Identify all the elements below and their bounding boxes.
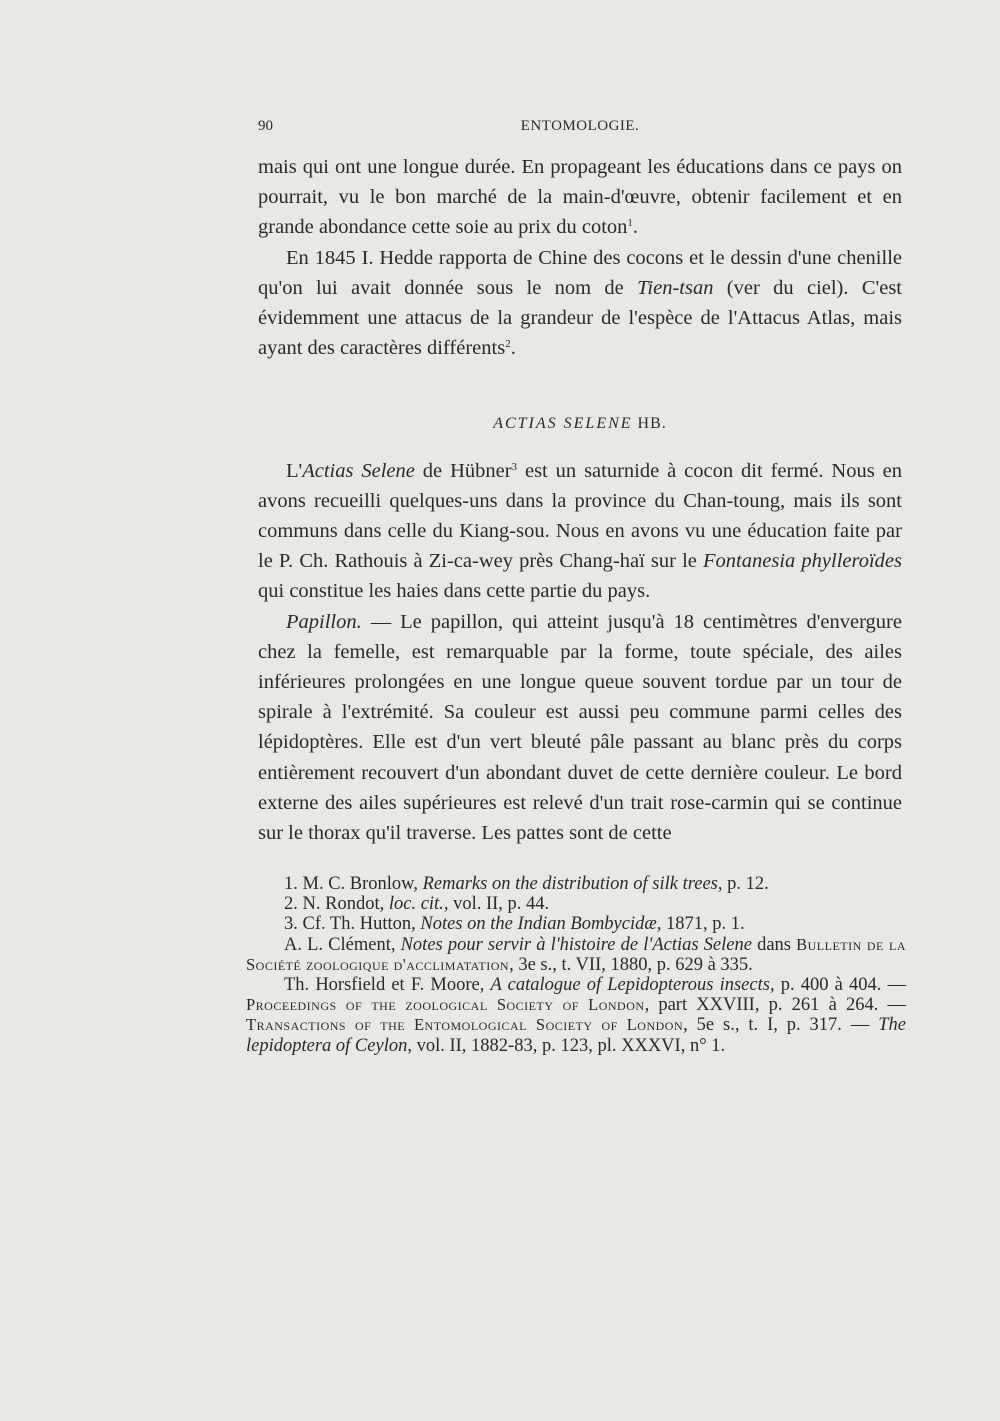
page-header (258, 118, 902, 142)
footnote-3-cont-horsfield: Th. Horsfield et F. Moore, A catalogue of Lepidopterous insects, p. 400 à 404. — Proceedings of the zoological Society of London, part XXVIII, p. 261 à 264. — Transactions of the Entomological Society of London, 5e s., t. I, p. 317. — The lepidoptera of Ceylon, vol. II, 1882-83, p. 123, pl. XXXVI, n° 1. (246, 975, 906, 1056)
species-name: ACTIAS SELENE (493, 415, 633, 433)
main-text (258, 152, 902, 848)
section-heading (258, 409, 902, 439)
footnote-ref: 2 (505, 338, 511, 351)
page-number: 90 (258, 118, 273, 134)
footnote-1: 1. M. C. Bronlow, Remarks on the distribution of silk trees, p. 12. (284, 874, 769, 894)
paragraph-continuation: mais qui ont une longue durée. En propageant les éducations dans ce pays on pourrait, vu le bon marché de la main-d'œuvre, obtenir facilement et en grande abondance cette soie au prix du coton$^1$. (258, 156, 902, 239)
paragraph-papillon: Papillon. — Le papillon, qui atteint jusqu'à 18 centimètres d'envergure chez la femelle, est remarquable par la forme, toute spéciale, des ailes inférieures prolongées en une longue queue souvent tordue par un tour de spirale à l'extrémité. Sa couleur est aussi peu commune parmi celles des lépidoptères. Elle est d'un vert bleuté pâle passant au blanc près du corps entièrement recouvert d'un abondant duvet de cette dernière couleur. Le bord externe des ailes supérieures est relevé d'un trait rose-carmin qui se continue sur le thorax qu'il traverse. Les pattes sont de cette (258, 610, 902, 845)
paragraph-actias: L'Actias Selene de Hübner$^3$ est un saturnide à cocon dit fermé. Nous en avons recueilli quelques-uns dans la province du Chan-toung, mais ils sont communs dans celle du Kiang-sou. Nous en avons vu une éducation faite par le P. Ch. Rathouis à Zi-ca-wey près Chang-haï sur le Fontanesia phylleroïdes qui constitue les haies dans cette partie du pays. (258, 459, 902, 603)
footnote-3-cont-clement: A. L. Clément, Notes pour servir à l'histoire de l'Actias Selene dans Bulletin de la Société zoologique d'acclimatation, 3e s., t. VII, 1880, p. 629 à 335. (246, 934, 906, 975)
footnote-3: 3. Cf. Th. Hutton, Notes on the Indian Bombycidæ, 1871, p. 1. (284, 914, 745, 935)
species-author: HB. (632, 415, 667, 433)
paragraph-hedde: En 1845 I. Hedde rapporta de Chine des cocons et le dessin d'une chenille qu'on lui avait donnée sous le nom de Tien-tsan (ver du ciel). C'est évidemment une attacus de la grandeur de l'espèce de l'Attacus Atlas, mais ayant des caractères différents$^2$. (258, 246, 902, 360)
running-title: ENTOMOLOGIE. (520, 118, 640, 134)
footnote-ref: 3 (511, 460, 518, 473)
footnotes (246, 874, 906, 1056)
footnote-2: 2. N. Rondot, loc. cit., vol. II, p. 44. (284, 894, 550, 915)
footnote-ref: 1 (627, 217, 633, 230)
